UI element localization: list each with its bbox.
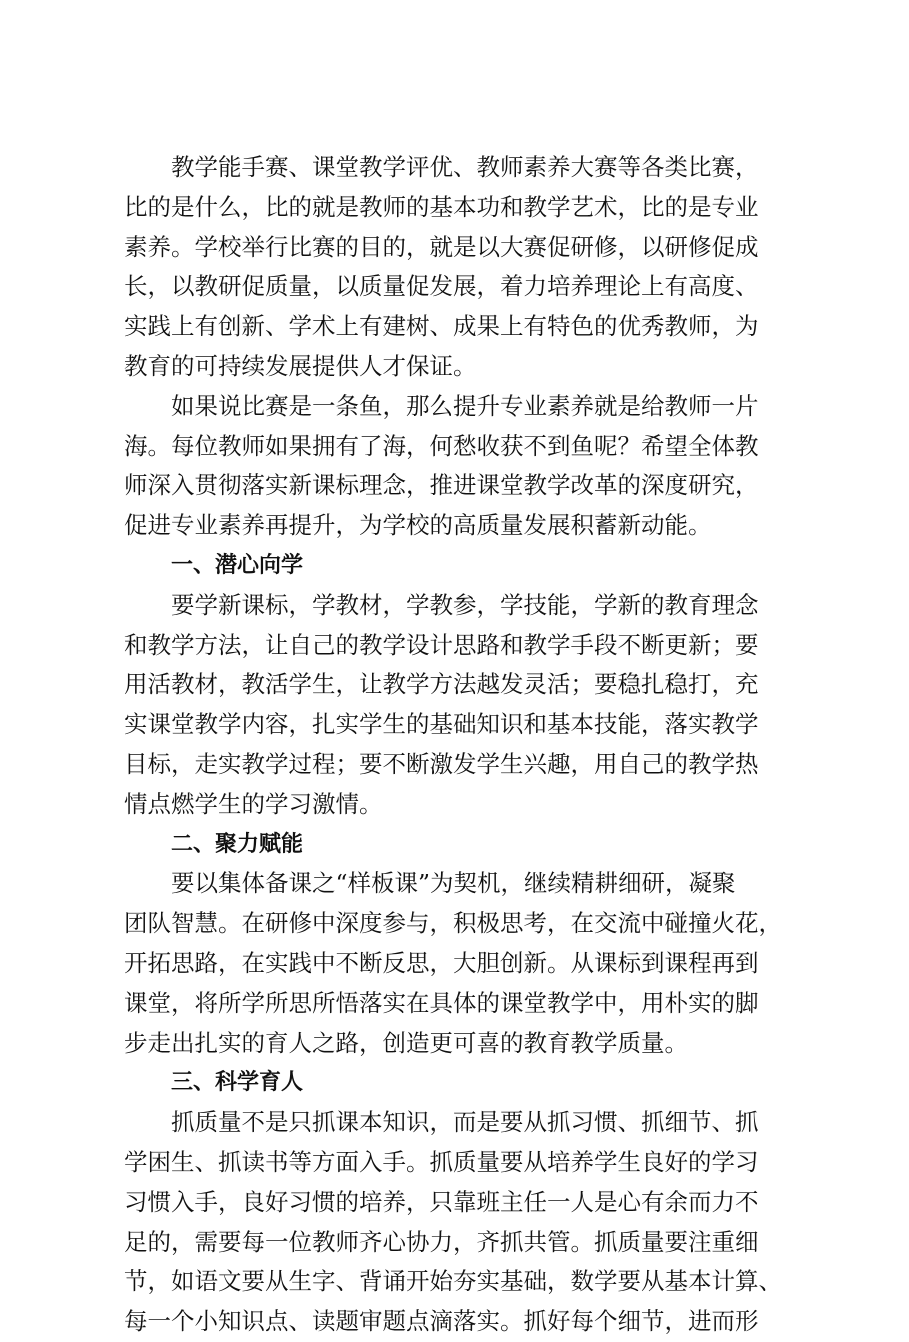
text-line: 开拓思路，在实践中不断反思，大胆创新。从课标到课程再到 [124, 948, 759, 977]
section-heading-2: 二、聚力赋能 [171, 831, 304, 857]
text-line: 学困生、抓读书等方面入手。抓质量要从培养学生良好的学习 [124, 1147, 759, 1176]
text-line: 步走出扎实的育人之路，创造更可喜的教育教学质量。 [124, 1028, 688, 1057]
text-line: 要以集体备课之“样板课”为契机，继续精耕细研，凝聚 [171, 869, 736, 898]
text-line: 团队智慧。在研修中深度参与，积极思考，在交流中碰撞火花， [124, 909, 782, 938]
text-line: 情点燃学生的学习激情。 [124, 789, 383, 818]
text-line: 素养。学校举行比赛的目的，就是以大赛促研修，以研修促成 [124, 232, 759, 261]
paragraph-3 [124, 586, 804, 825]
text-line: 海。每位教师如果拥有了海，何愁收获不到鱼呢？希望全体教 [124, 431, 759, 460]
text-line: 师深入贯彻落实新课标理念，推进课堂教学改革的深度研究， [124, 471, 759, 500]
paragraph-4 [124, 864, 804, 1063]
text-line: 如果说比赛是一条鱼，那么提升专业素养就是给教师一片 [171, 391, 759, 420]
text-line: 教育的可持续发展提供人才保证。 [124, 351, 477, 380]
text-line: 课堂，将所学所思所悟落实在具体的课堂教学中，用朴实的脚 [124, 988, 759, 1017]
paragraph-1 [124, 148, 804, 387]
text-line: 足的，需要每一位教师齐心协力，齐抓共管。抓质量要注重细 [124, 1227, 759, 1256]
text-line: 实践上有创新、学术上有建树、成果上有特色的优秀教师，为 [124, 312, 759, 341]
text-line: 目标，走实教学过程；要不断激发学生兴趣，用自己的教学热 [124, 749, 759, 778]
text-line: 实课堂教学内容，扎实学生的基础知识和基本技能，落实教学 [124, 710, 759, 739]
text-line: 比的是什么，比的就是教师的基本功和教学艺术，比的是专业 [124, 192, 759, 221]
paragraph-5 [124, 1103, 804, 1342]
text-line: 长，以教研促质量，以质量促发展，着力培养理论上有高度、 [124, 272, 759, 301]
text-line: 促进专业素养再提升，为学校的高质量发展积蓄新动能。 [124, 511, 712, 540]
text-line: 抓质量不是只抓课本知识，而是要从抓习惯、抓细节、抓 [171, 1108, 759, 1137]
text-line: 要学新课标，学教材，学教参，学技能，学新的教育理念 [171, 590, 759, 619]
text-line: 用活教材，教活学生，让教学方法越发灵活；要稳扎稳打，充 [124, 670, 759, 699]
document-body [124, 148, 804, 1342]
text-line: 习惯入手，良好习惯的培养，只靠班主任一人是心有余而力不 [124, 1187, 759, 1216]
paragraph-2 [124, 387, 804, 546]
text-line: 和教学方法，让自己的教学设计思路和教学手段不断更新；要 [124, 630, 759, 659]
text-line: 教学能手赛、课堂教学评优、教师素养大赛等各类比赛， [171, 153, 759, 181]
text-line: 节，如语文要从生字、背诵开始夯实基础，数学要从基本计算、 [124, 1267, 782, 1296]
text-line: 每一个小知识点、读题审题点滴落实。抓好每个细节，进而形 [124, 1307, 759, 1336]
section-heading-1: 一、潜心向学 [171, 552, 304, 578]
section-heading-3: 三、科学育人 [171, 1070, 304, 1096]
